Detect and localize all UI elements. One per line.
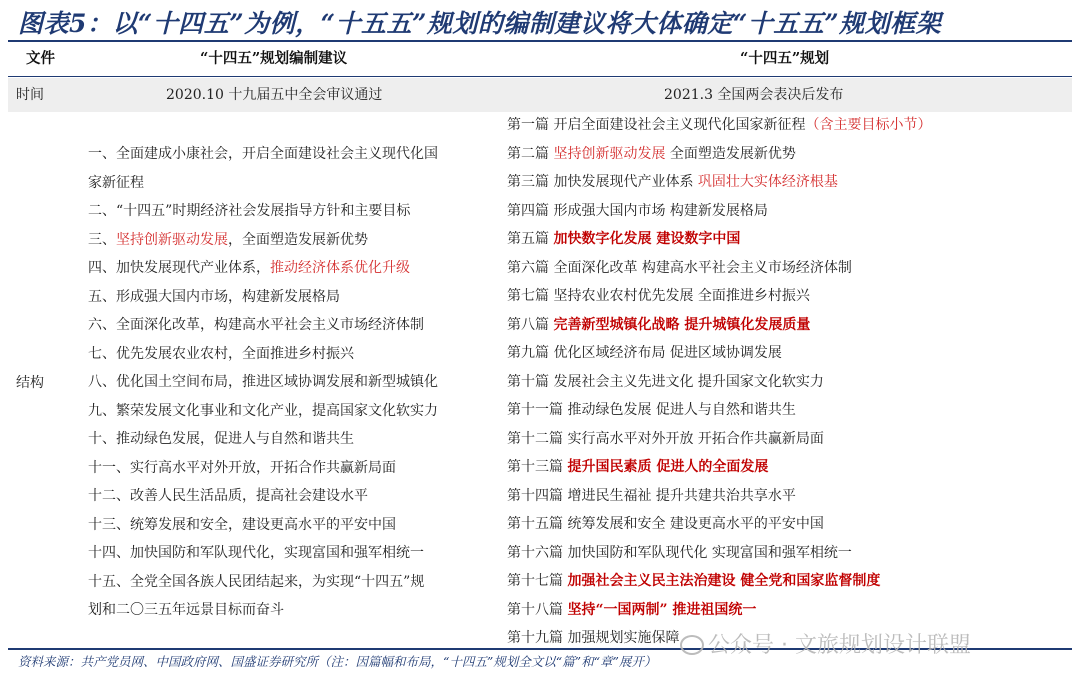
proposal-chapter-item-text: 七、优先发展农业农村，全面推进乡村振兴 xyxy=(88,345,354,362)
plan-part-item-text: 加快数字化发展 建设数字中国 xyxy=(553,231,741,247)
plan-part-item xyxy=(507,510,931,539)
plan-part-item-text: 巩固壮大实体经济根基 xyxy=(697,174,838,190)
proposal-chapter-item xyxy=(88,425,438,454)
proposal-chapter-item-text: 十、推动绿色发展，促进人与自然和谐共生 xyxy=(88,431,354,447)
proposal-chapter-item-text: 九、繁荣发展文化事业和文化产业，提高国家文化软实力 xyxy=(88,402,438,419)
plan-part-item-text: 全面塑造发展新优势 xyxy=(665,145,796,162)
proposal-chapter-item xyxy=(88,311,438,340)
proposal-chapter-item-text: 八、优化国土空间布局，推进区域协调发展和新型城镇化 xyxy=(88,374,438,390)
page-title: 图表5：以“十四五”为例，“十五五”规划的编制建议将大体确定“十五五”规划框架 xyxy=(18,9,942,38)
proposal-chapter-item xyxy=(88,197,438,226)
table-top-rule xyxy=(8,40,1072,42)
plan-part-item xyxy=(507,567,931,596)
plan-part-item xyxy=(507,482,931,511)
plan-part-item xyxy=(507,368,931,397)
plan-part-item xyxy=(507,453,931,482)
proposal-chapter-item xyxy=(88,140,438,169)
proposal-chapter-item-text: 一、全面建成小康社会，开启全面建设社会主义现代化国 xyxy=(88,146,438,162)
time-right: 2021.3 全国两会表决后发布 xyxy=(664,87,844,103)
plan-part-item-text: 提升国民素质 促进人的全面发展 xyxy=(567,459,769,475)
plan-part-item-text: 第十九篇 加强规划实施保障 xyxy=(507,630,680,646)
proposal-chapter-item xyxy=(88,283,438,312)
proposal-chapter-item xyxy=(88,368,438,397)
proposal-chapter-item-text: ，全面塑造发展新优势 xyxy=(228,231,368,248)
proposal-chapter-item xyxy=(88,254,438,283)
proposal-chapter-item-text: 五、形成强大国内市场，构建新发展格局 xyxy=(88,288,340,305)
proposal-chapter-item-text: 十五、全党全国各族人民团结起来，为实现“十四五”规 xyxy=(88,573,425,590)
proposal-chapter-item xyxy=(88,596,438,625)
proposal-chapter-item-text: 推动经济体系优化升级 xyxy=(270,260,410,276)
plan-part-item xyxy=(507,140,931,169)
time-label: 时间 xyxy=(16,87,44,103)
plan-part-item xyxy=(507,596,931,625)
plan-part-item-text: 第十六篇 加快国防和军队现代化 实现富国和强军相统一 xyxy=(507,544,852,561)
proposal-chapter-item-text: 划和二〇三五年远景目标而奋斗 xyxy=(88,602,284,618)
header-plan: “十四五”规划 xyxy=(740,50,830,67)
watermark-text: 公众号 · 文旅规划设计联盟 xyxy=(708,633,971,658)
wechat-icon xyxy=(680,635,704,655)
proposal-chapter-item xyxy=(88,226,438,255)
plan-part-item-text: 第十四篇 增进民生福祉 提升共建共治共享水平 xyxy=(507,487,796,504)
plan-part-item-text: 坚持“一国两制” 推进祖国统一 xyxy=(567,601,757,618)
proposal-chapter-item xyxy=(88,539,438,568)
proposal-chapter-item xyxy=(88,340,438,369)
proposal-chapter-item xyxy=(88,397,438,426)
plan-part-item-text: 第十七篇 xyxy=(507,573,568,589)
plan-part-item xyxy=(507,539,931,568)
proposal-chapter-item-text: 二、“十四五”时期经济社会发展指导方针和主要目标 xyxy=(88,203,411,219)
plan-part-item-text: 第二篇 xyxy=(507,145,554,162)
proposal-chapter-item-text: 坚持创新驱动发展 xyxy=(116,231,228,248)
plan-part-item-text: 第三篇 加快发展现代产业体系 xyxy=(507,174,698,190)
plan-part-item xyxy=(507,396,931,425)
plan-part-item-text: 第九篇 优化区域经济布局 促进区域协调发展 xyxy=(507,345,782,361)
plan-part-item-text: 第五篇 xyxy=(507,231,554,247)
plan-part-item-text: 坚持创新驱动发展 xyxy=(553,145,666,162)
plan-part-item xyxy=(507,225,931,254)
plan-part-item-text: 完善新型城镇化战略 提升城镇化发展质量 xyxy=(553,316,811,333)
proposal-chapter-item-text: 十二、改善人民生活品质，提高社会建设水平 xyxy=(88,488,368,504)
watermark xyxy=(680,628,971,659)
plan-part-item-text: 加强社会主义民主法治建设 健全党和国家监督制度 xyxy=(567,573,881,589)
plan-part-item xyxy=(507,111,931,140)
header-rule xyxy=(8,76,1072,77)
header-file: 文件 xyxy=(26,50,55,67)
proposal-chapter-item xyxy=(88,482,438,511)
proposal-chapter-item xyxy=(88,169,438,198)
proposal-chapter-item xyxy=(88,454,438,483)
proposal-chapter-list xyxy=(88,140,438,625)
time-left: 2020.10 十九届五中全会审议通过 xyxy=(166,87,383,103)
proposal-chapter-item xyxy=(88,568,438,597)
plan-part-item-text: （含主要目标小节） xyxy=(805,117,932,133)
plan-part-item xyxy=(507,197,931,226)
plan-part-item-text: 第八篇 xyxy=(507,316,554,333)
proposal-chapter-item-text: 十一、实行高水平对外开放，开拓合作共赢新局面 xyxy=(88,459,396,476)
plan-part-item-text: 第十篇 发展社会主义先进文化 提升国家文化软实力 xyxy=(507,373,824,390)
plan-part-item-text: 第十八篇 xyxy=(507,601,568,618)
plan-part-item-text: 第十五篇 统筹发展和安全 建设更高水平的平安中国 xyxy=(507,516,824,532)
plan-part-item xyxy=(507,311,931,340)
plan-part-item-text: 第七篇 坚持农业农村优先发展 全面推进乡村振兴 xyxy=(507,288,810,304)
proposal-chapter-item-text: 十四、加快国防和军队现代化，实现富国和强军相统一 xyxy=(88,545,424,561)
plan-part-item-text: 第十二篇 实行高水平对外开放 开拓合作共赢新局面 xyxy=(507,430,824,447)
plan-part-item xyxy=(507,282,931,311)
proposal-chapter-item-text: 家新征程 xyxy=(88,174,144,191)
proposal-chapter-item xyxy=(88,511,438,540)
proposal-chapter-item-text: 六、全面深化改革，构建高水平社会主义市场经济体制 xyxy=(88,317,424,333)
plan-part-list xyxy=(507,111,931,653)
proposal-chapter-item-text: 四、加快发展现代产业体系， xyxy=(88,260,270,276)
plan-part-item xyxy=(507,254,931,283)
plan-part-item-text: 第四篇 形成强大国内市场 构建新发展格局 xyxy=(507,202,768,219)
plan-part-item-text: 第六篇 全面深化改革 构建高水平社会主义市场经济体制 xyxy=(507,259,852,276)
proposal-chapter-item-text: 十三、统筹发展和安全，建设更高水平的平安中国 xyxy=(88,516,396,533)
plan-part-item xyxy=(507,168,931,197)
plan-part-item-text: 第十一篇 推动绿色发展 促进人与自然和谐共生 xyxy=(507,402,796,418)
plan-part-item xyxy=(507,425,931,454)
structure-label: 结构 xyxy=(16,375,44,391)
header-plan-proposal: “十四五”规划编制建议 xyxy=(200,50,348,67)
plan-part-item xyxy=(507,339,931,368)
plan-part-item-text: 第十三篇 xyxy=(507,459,568,475)
plan-part-item-text: 第一篇 开启全面建设社会主义现代化国家新征程 xyxy=(507,117,806,133)
proposal-chapter-item-text: 三、 xyxy=(88,231,116,248)
source-note: 资料来源：共产党员网、中国政府网、国盛证券研究所（注：因篇幅和布局，“十四五”规划全文以“篇”和“章”展开） xyxy=(18,654,657,669)
